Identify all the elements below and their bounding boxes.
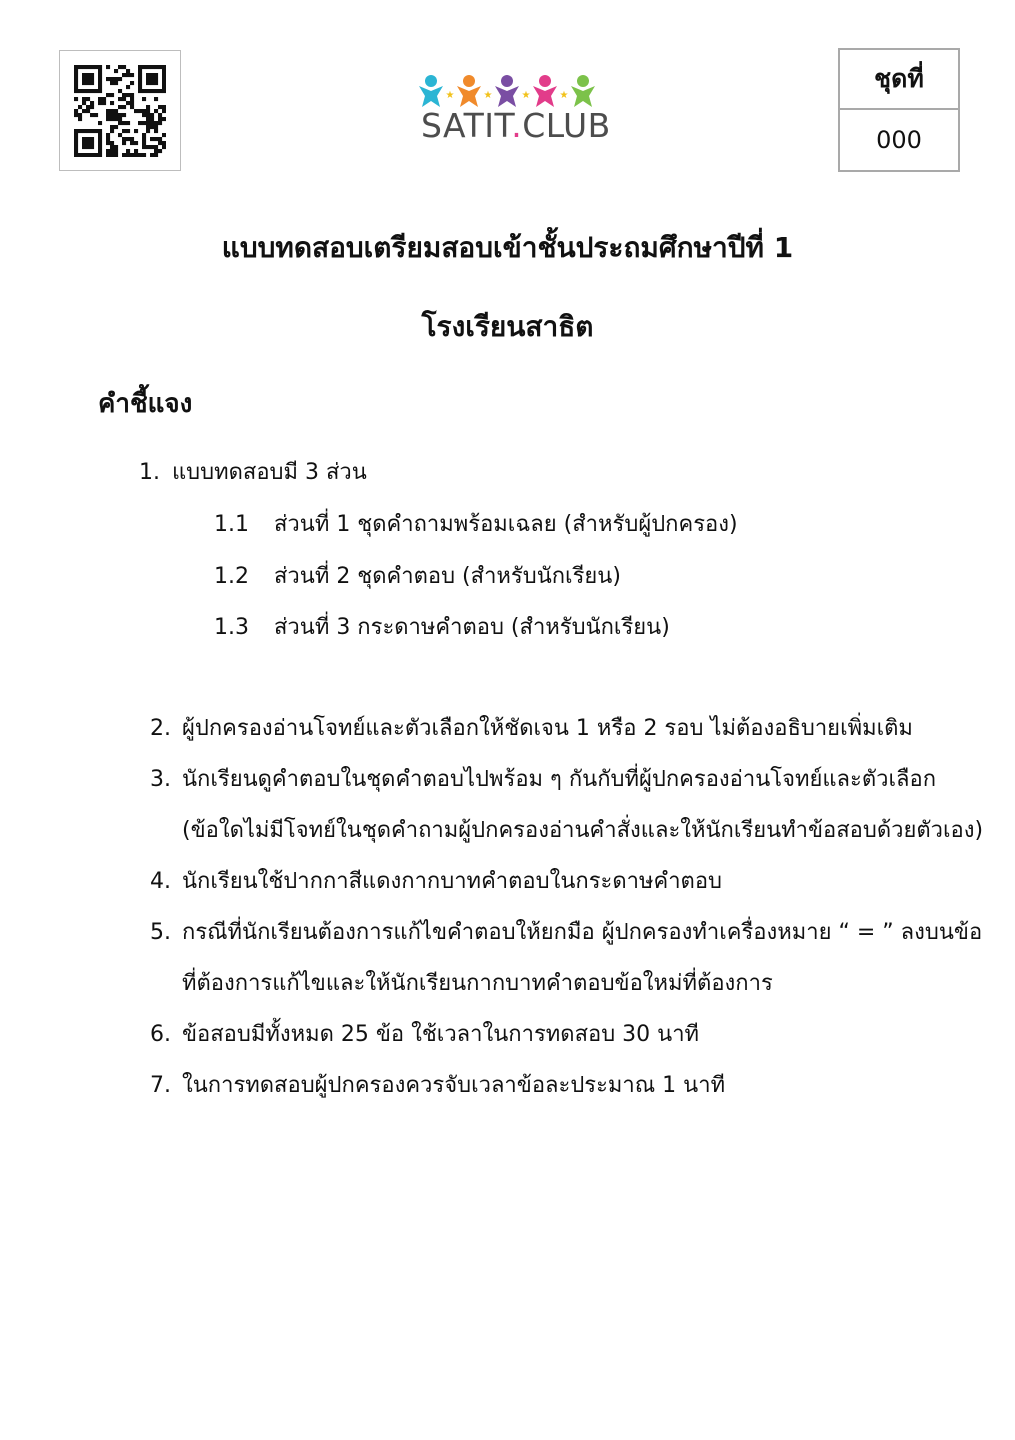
sub-item-text: ส่วนที่ 3 กระดาษคำตอบ (สำหรับนักเรียน) [274, 615, 670, 640]
item-text: (ข้อใดไม่มีโจทย์ในชุดคำถามผู้ปกครองอ่านคำสั่งและให้นักเรียนทำข้อสอบด้วยตัวเอง) [182, 818, 984, 843]
logo-text-main: SATIT [421, 106, 512, 145]
instructions-heading: คำชี้แจง [98, 389, 193, 419]
logo-text [421, 106, 611, 146]
item-text: ในการทดสอบผู้ปกครองควรจับเวลาข้อละประมาณ 1 นาที [182, 1073, 726, 1098]
satit-club-logo [415, 74, 611, 154]
qr-code [59, 50, 181, 171]
item-text: กรณีที่นักเรียนต้องการแก้ไขคำตอบให้ยกมือ ผู้ปกครองทำเครื่องหมาย “ = ” ลงบนข้อ [182, 920, 983, 945]
set-number: 000 [876, 126, 922, 154]
logo-text-end: CLUB [522, 106, 611, 145]
item-text: นักเรียนใช้ปากกาสีแดงกากบาทคำตอบในกระดาษคำตอบ [182, 869, 723, 894]
item-number: 2. [150, 716, 171, 741]
item-text: ผู้ปกครองอ่านโจทย์และตัวเลือกให้ชัดเจน 1 หรือ 2 รอบ ไม่ต้องอธิบายเพิ่มเติม [182, 716, 913, 741]
sub-item-text: ส่วนที่ 1 ชุดคำถามพร้อมเฉลย (สำหรับผู้ปกครอง) [274, 512, 738, 537]
logo-text-dot: . [511, 106, 523, 145]
item-text: ที่ต้องการแก้ไขและให้นักเรียนกากบาทคำตอบข้อใหม่ที่ต้องการ [182, 971, 773, 996]
item-number: 7. [150, 1073, 171, 1098]
svg-text:★: ★ [483, 90, 493, 101]
item-text: ข้อสอบมีทั้งหมด 25 ข้อ ใช้เวลาในการทดสอบ 30 นาที [182, 1022, 700, 1047]
svg-text:★: ★ [445, 90, 455, 101]
set-label: ชุดที่ [840, 50, 958, 110]
item-number: 3. [150, 767, 171, 792]
item-number: 4. [150, 869, 171, 894]
item-number: 6. [150, 1022, 171, 1047]
sub-item-number: 1.1 [214, 512, 249, 537]
school-title: โรงเรียนสาธิต [421, 310, 594, 343]
exam-title: แบบทดสอบเตรียมสอบเข้าชั้นประถมศึกษาปีที่ 1 [221, 231, 794, 264]
sub-item-number: 1.3 [214, 615, 249, 640]
set-number-box [838, 48, 960, 172]
item-text: นักเรียนดูคำตอบในชุดคำตอบไปพร้อม ๆ กันกับที่ผู้ปกครองอ่านโจทย์และตัวเลือก [182, 767, 937, 792]
item-text: แบบทดสอบมี 3 ส่วน [172, 460, 367, 485]
item-number: 1. [139, 460, 160, 485]
svg-text:★: ★ [559, 90, 569, 101]
qr-code-pattern [74, 65, 166, 157]
item-number: 5. [150, 920, 171, 945]
sub-item-text: ส่วนที่ 2 ชุดคำตอบ (สำหรับนักเรียน) [274, 564, 621, 589]
kids-figures-icon [417, 74, 603, 110]
sub-item-number: 1.2 [214, 564, 249, 589]
svg-text:★: ★ [521, 90, 531, 101]
